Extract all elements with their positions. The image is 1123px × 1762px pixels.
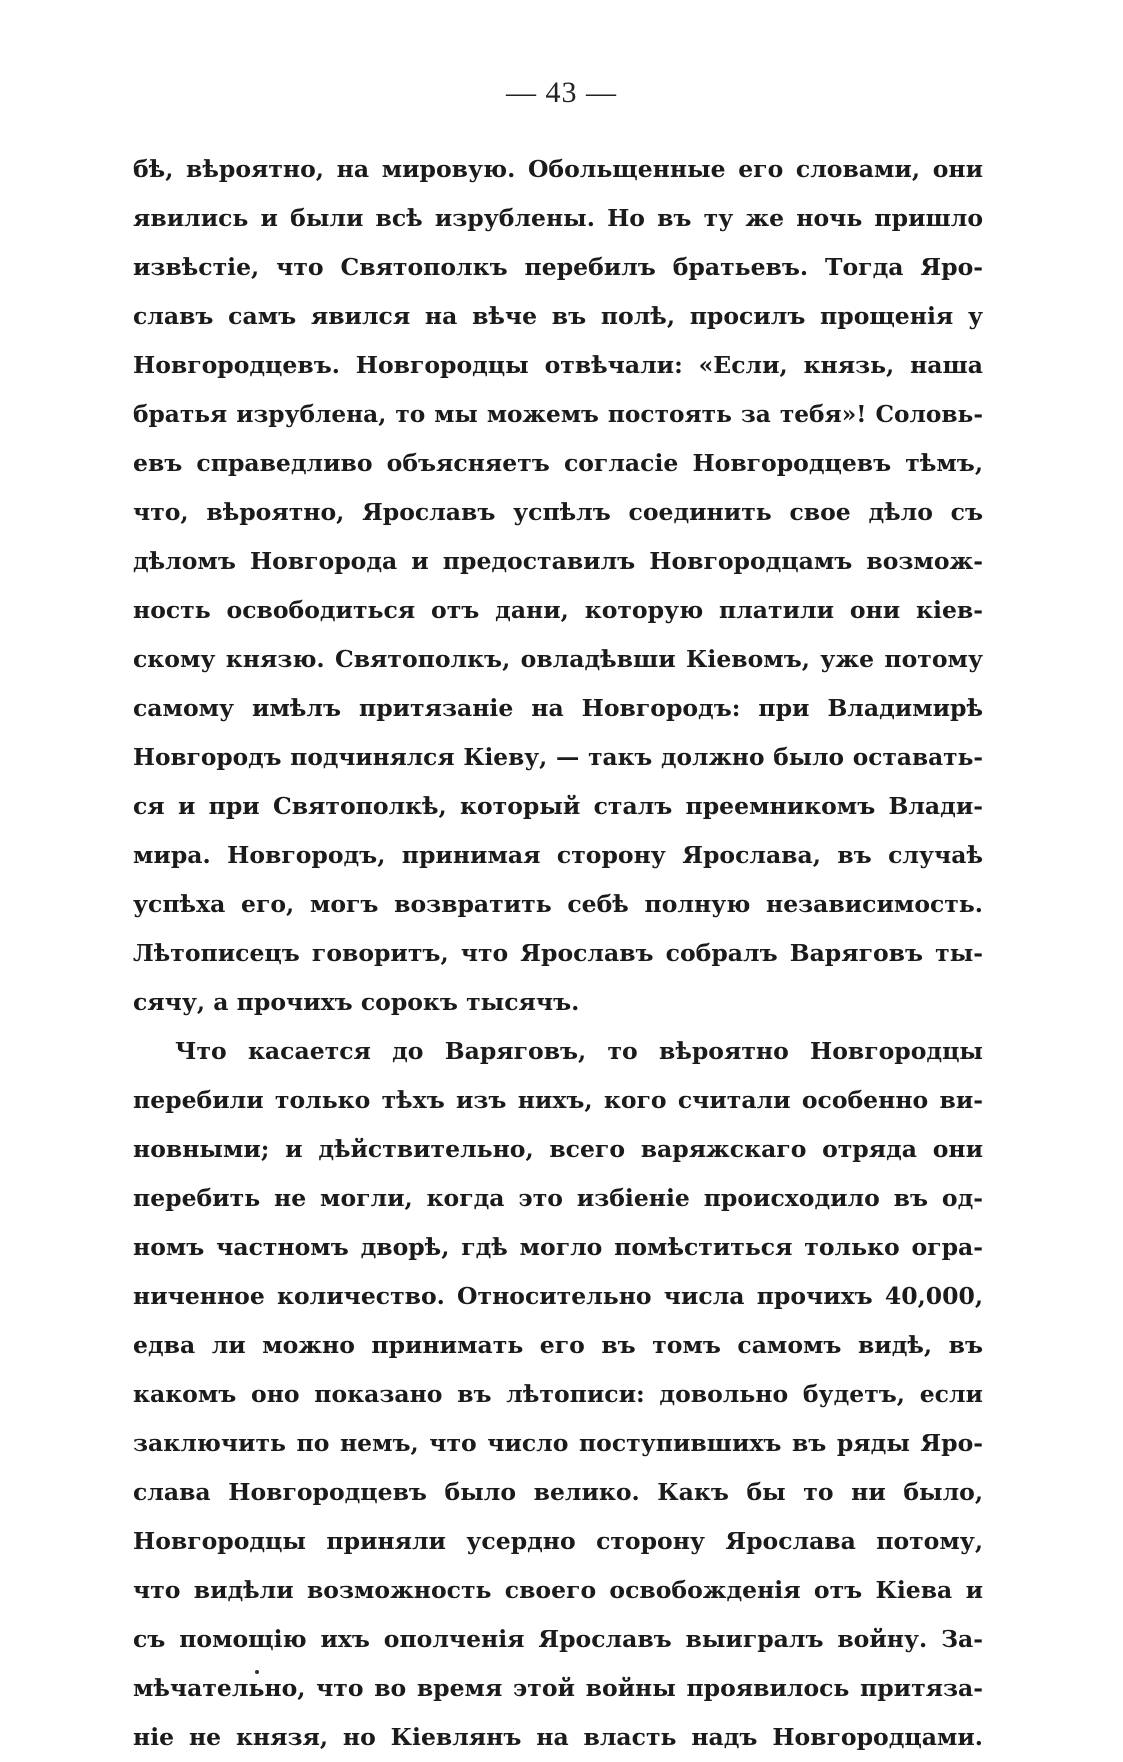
text-line: что, вѣроятно, Ярославъ успѣлъ соединить свое дѣло съ [133, 498, 983, 526]
text-line: новными; и дѣйствительно, всего варяжскаго отряда они [133, 1135, 983, 1163]
text-line: братья изрублена, то мы можемъ постоять за тебя»! Соловь- [133, 401, 983, 428]
text-line: скому князю. Святополкъ, овладѣвши Кіевомъ, уже потому [133, 645, 983, 673]
page-number: — 43 — [506, 76, 617, 109]
text-line: слава Новгородцевъ было велико. Какъ бы то ни было, [133, 1478, 983, 1506]
body-text [133, 145, 983, 1762]
paragraph-1 [133, 145, 983, 1027]
text-line: мира. Новгородъ, принимая сторону Ярослава, въ случаѣ [133, 841, 983, 869]
text-line: евъ справедливо объясняетъ согласіе Новгородцевъ тѣмъ, [133, 449, 983, 477]
text-line: номъ частномъ дворѣ, гдѣ могло помѣститься только огра- [133, 1233, 983, 1261]
text-line: какомъ оно показано въ лѣтописи: довольно будетъ, если [133, 1380, 983, 1408]
text-line: едва ли можно принимать его въ томъ самомъ видѣ, въ [133, 1331, 983, 1359]
text-line: перебили только тѣхъ изъ нихъ, кого считали особенно ви- [133, 1086, 983, 1114]
text-line: что видѣли возможность своего освобожденія отъ Кіева и [133, 1576, 983, 1604]
text-line: самому имѣлъ притязаніе на Новгородъ: при Владимирѣ [133, 694, 983, 722]
text-line: дѣломъ Новгорода и предоставилъ Новгородцамъ возмож- [133, 547, 983, 575]
text-line: Лѣтописецъ говоритъ, что Ярославъ собралъ Варяговъ ты- [133, 939, 983, 967]
text-line: заключить по немъ, что число поступившихъ въ ряды Яро- [133, 1429, 983, 1457]
text-line: ниченное количество. Относительно числа прочихъ 40,000, [133, 1282, 983, 1310]
text-line: мѣчательно, что во время этой войны проявилось притяза- [133, 1674, 983, 1702]
text-line: Новгородъ подчинялся Кіеву, — такъ должно было оставать- [133, 744, 983, 771]
print-speck [255, 1670, 259, 1674]
text-line: ность освободиться отъ дани, которую платили они кіев- [133, 596, 983, 624]
text-line: явились и были всѣ изрублены. Но въ ту же ночь пришло [133, 204, 983, 232]
text-line: сячу, а прочихъ сорокъ тысячъ. [133, 988, 580, 1016]
text-line: успѣха его, могъ возвратить себѣ полную независимость. [133, 890, 983, 918]
text-line: извѣстіе, что Святополкъ перебилъ братьевъ. Тогда Яро- [133, 253, 983, 281]
text-line: съ помощію ихъ ополченія Ярославъ выигралъ войну. За- [133, 1625, 983, 1653]
text-line: перебить не могли, когда это избіеніе происходило въ од- [133, 1184, 983, 1212]
text-line: ніе не князя, но Кіевлянъ на власть надъ Новгородцами. [133, 1723, 983, 1751]
text-line: Новгородцевъ. Новгородцы отвѣчали: «Если, князь, наша [133, 351, 983, 379]
text-line: ся и при Святополкѣ, который сталъ преемникомъ Влади- [133, 792, 983, 820]
text-line: Что касается до Варяговъ, то вѣроятно Новгородцы [175, 1037, 983, 1065]
text-line: бѣ, вѣроятно, на мировую. Обольщенные его словами, они [133, 155, 983, 183]
text-line: Новгородцы приняли усердно сторону Ярослава потому, [133, 1527, 983, 1555]
text-line: славъ самъ явился на вѣче въ полѣ, просилъ прощенія у [133, 302, 983, 330]
paragraph-2 [133, 1027, 983, 1762]
